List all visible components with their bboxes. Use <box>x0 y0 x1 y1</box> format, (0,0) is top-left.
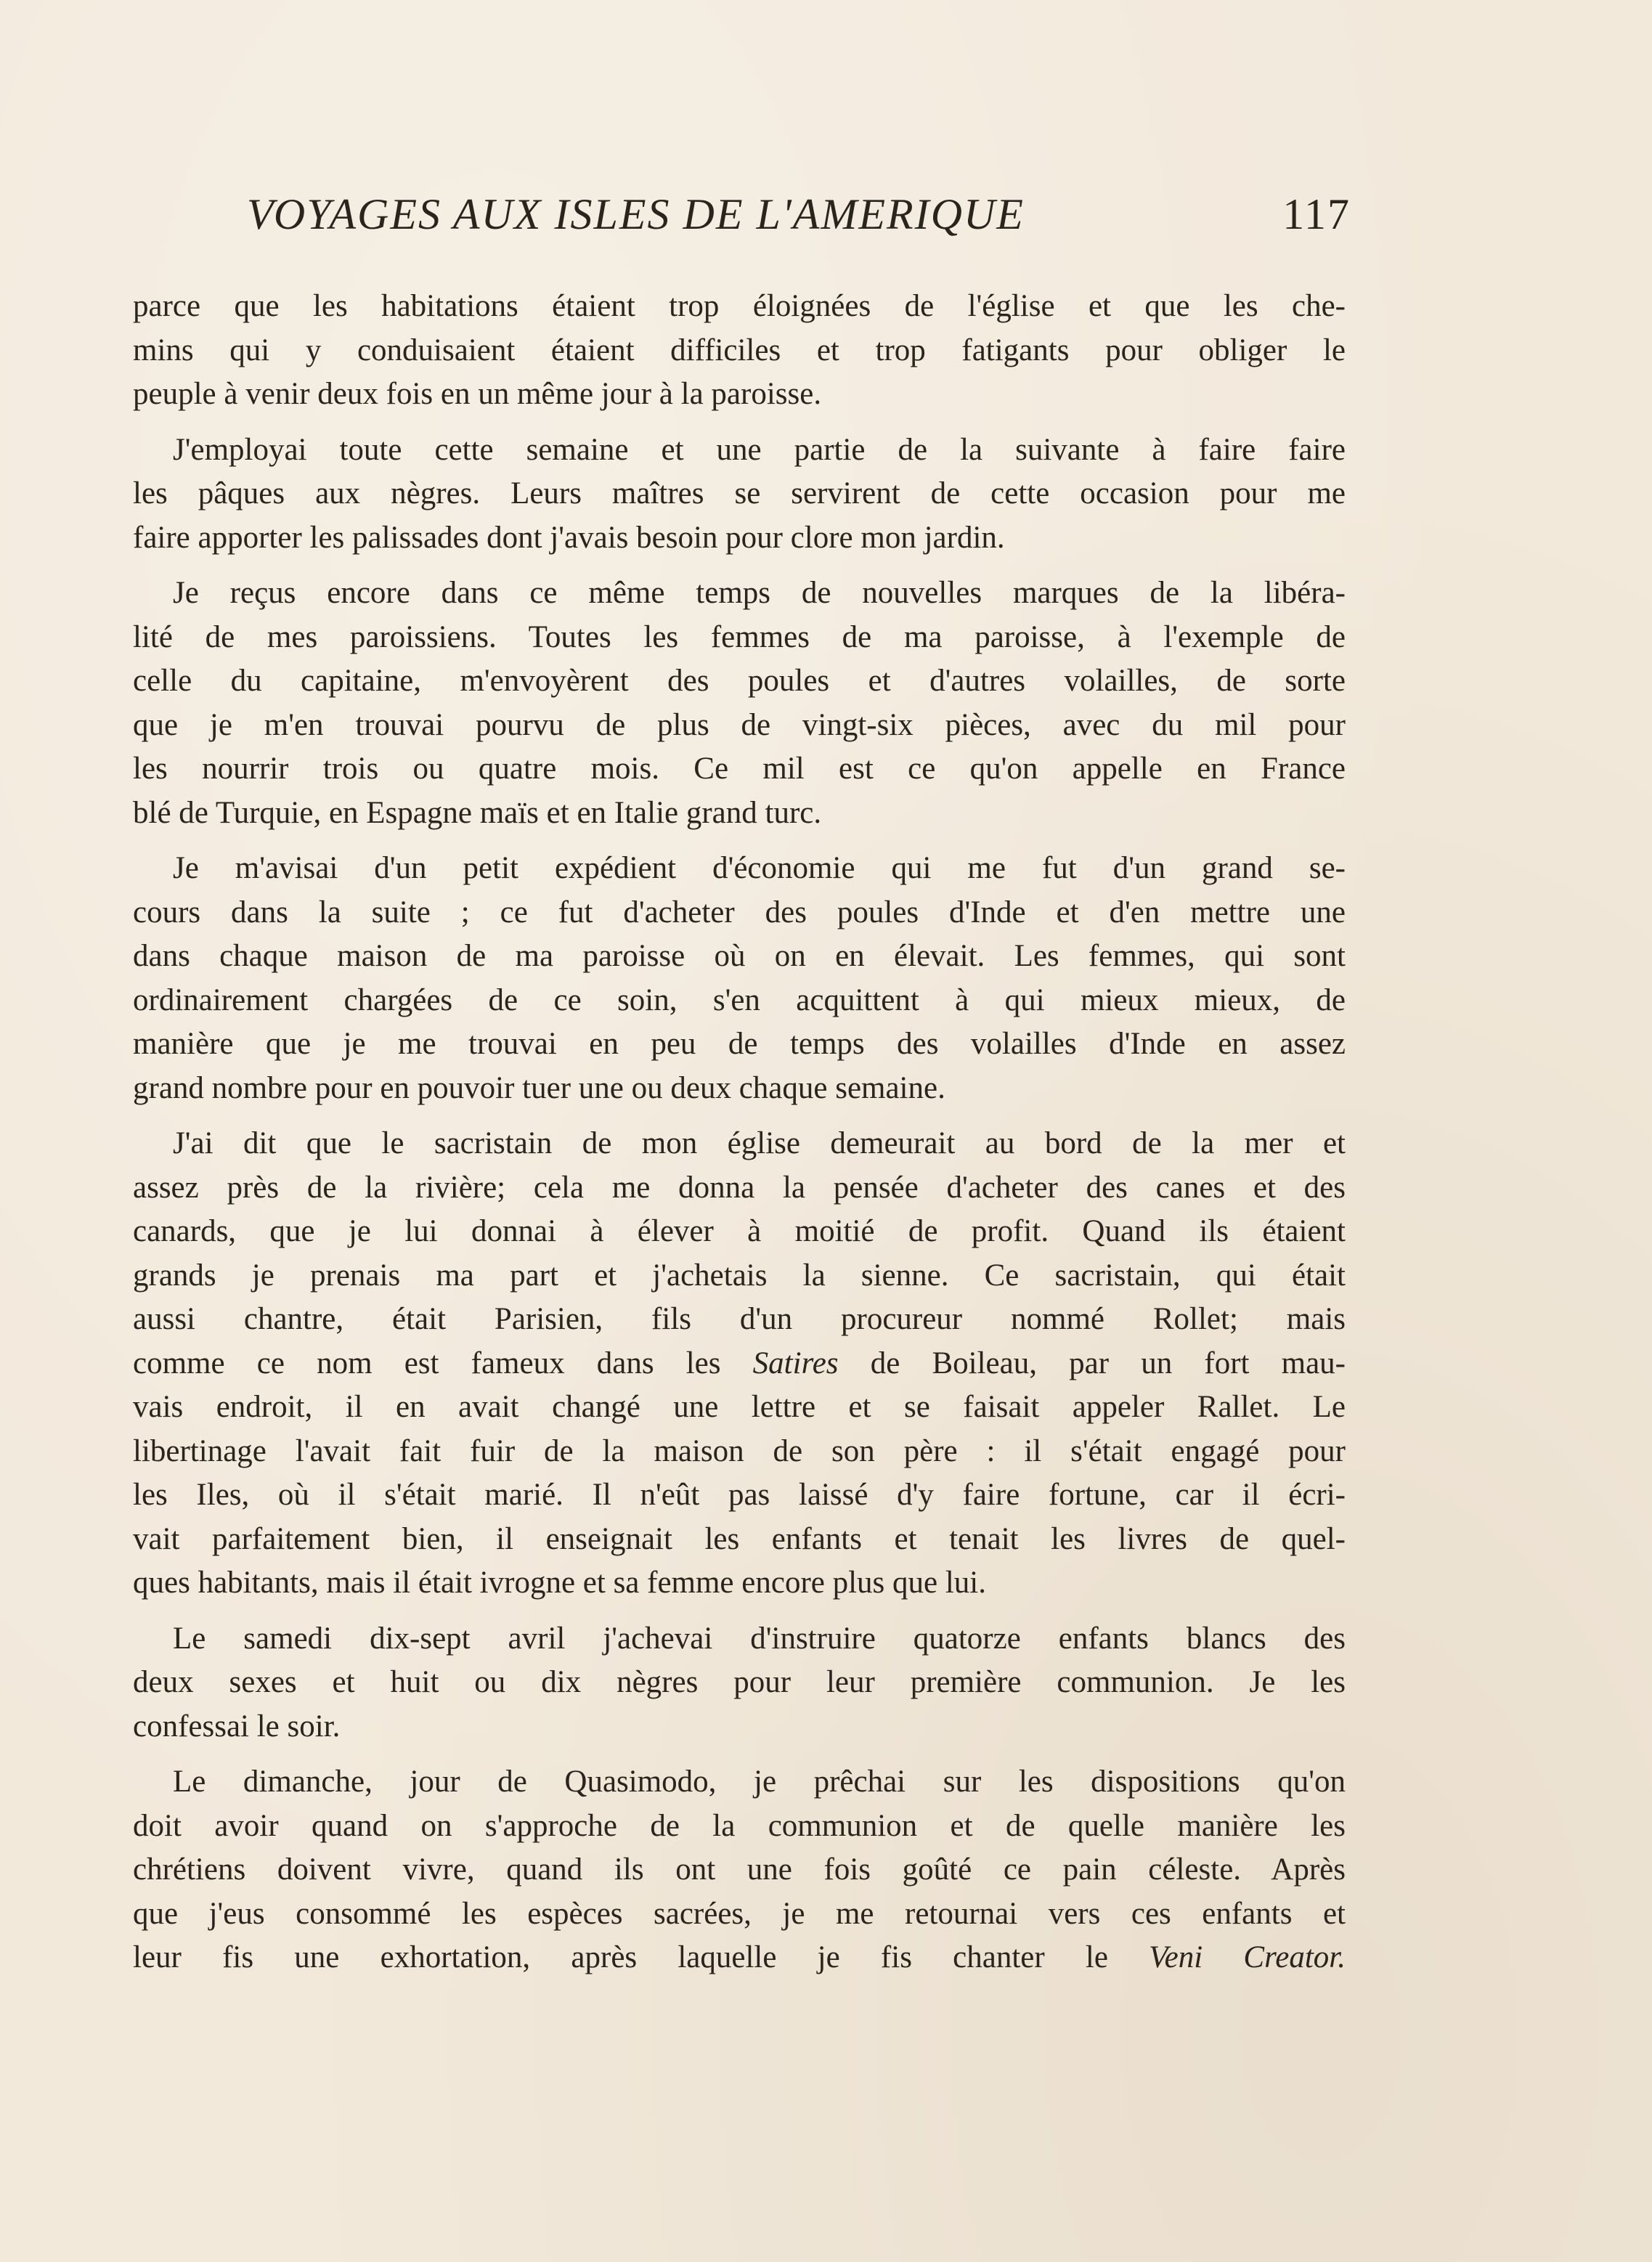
italic-title: Satires <box>752 1346 839 1380</box>
text-line: les nourrir trois ou quatre mois. Ce mil est ce qu'on appelle en France <box>133 752 1346 786</box>
text-segment: de Boileau, par un fort mau- <box>870 1346 1346 1380</box>
paragraph <box>133 1617 1346 1749</box>
paragraph <box>133 428 1346 561</box>
text-line: Le samedi dix-sept avril j'achevai d'instruire quatorze enfants blancs des <box>173 1621 1346 1656</box>
text-line: mins qui y conduisaient étaient difficiles et trop fatigants pour obliger le <box>133 333 1346 367</box>
text-line: libertinage l'avait fait fuir de la maison de son père : il s'était engagé pour <box>133 1433 1346 1468</box>
body-text <box>133 285 1346 1992</box>
text-line: les pâques aux nègres. Leurs maîtres se servirent de cette occasion pour me <box>133 476 1346 510</box>
paragraph <box>133 847 1346 1110</box>
text-line: lité de mes paroissiens. Toutes les femmes de ma paroisse, à l'exemple de <box>133 619 1346 654</box>
text-line: confessai le soir. <box>133 1709 341 1744</box>
text-line: aussi chantre, était Parisien, fils d'un procureur nommé Rollet; mais <box>133 1302 1346 1336</box>
text-line: doit avoir quand on s'approche de la communion et de quelle manière les <box>133 1808 1346 1843</box>
text-line: Je m'avisai d'un petit expédient d'économie qui me fut d'un grand se- <box>173 851 1346 885</box>
text-line: deux sexes et huit ou dix nègres pour leur première communion. Je les <box>133 1665 1346 1699</box>
page-number: 117 <box>1282 190 1351 238</box>
text-line-with-italic <box>133 1936 1346 1980</box>
text-line: manière que je me trouvai en peu de temps des volailles d'Inde en assez <box>133 1027 1346 1061</box>
text-line: canards, que je lui donnai à élever à moitié de profit. Quand ils étaient <box>133 1214 1346 1248</box>
running-title: VOYAGES AUX ISLES DE L'AMERIQUE <box>247 190 1025 238</box>
paragraph <box>133 285 1346 417</box>
running-head <box>131 182 1351 247</box>
text-line: J'ai dit que le sacristain de mon église demeurait au bord de la mer et <box>173 1126 1346 1160</box>
text-line: ordinairement chargées de ce soin, s'en acquittent à qui mieux mieux, de <box>133 982 1346 1017</box>
text-line: les Iles, où il s'était marié. Il n'eût pas laissé d'y faire fortune, car il écri- <box>133 1478 1346 1512</box>
text-line: blé de Turquie, en Espagne maïs et en Italie grand turc. <box>133 795 822 830</box>
italic-title: Veni Creator. <box>1149 1940 1346 1974</box>
text-line: vait parfaitement bien, il enseignait les enfants et tenait les livres de quel- <box>133 1521 1346 1556</box>
text-line: grand nombre pour en pouvoir tuer une ou deux chaque semaine. <box>133 1070 945 1105</box>
text-segment: comme ce nom est fameux dans les <box>133 1346 721 1380</box>
text-line: Je reçus encore dans ce même temps de nouvelles marques de la libéra- <box>173 576 1346 610</box>
text-line: chrétiens doivent vivre, quand ils ont une fois goûté ce pain céleste. Après <box>133 1852 1346 1887</box>
paragraph <box>133 571 1346 835</box>
text-line: J'employai toute cette semaine et une partie de la suivante à faire faire <box>173 432 1346 467</box>
text-segment: leur fis une exhortation, après laquelle je fis chanter le <box>133 1940 1108 1974</box>
text-line: vais endroit, il en avait changé une lettre et se faisait appeler Rallet. Le <box>133 1390 1346 1424</box>
text-line: faire apporter les palissades dont j'avais besoin pour clore mon jardin. <box>133 520 1005 555</box>
text-line: que j'eus consommé les espèces sacrées, je me retournai vers ces enfants et <box>133 1896 1346 1931</box>
text-line: que je m'en trouvai pourvu de plus de vingt-six pièces, avec du mil pour <box>133 707 1346 742</box>
paragraph <box>133 1122 1346 1606</box>
text-line: assez près de la rivière; cela me donna la pensée d'acheter des canes et des <box>133 1170 1346 1205</box>
text-line: cours dans la suite ; ce fut d'acheter des poules d'Inde et d'en mettre une <box>133 895 1346 929</box>
text-line: grands je prenais ma part et j'achetais la sienne. Ce sacristain, qui était <box>133 1258 1346 1293</box>
text-line: Le dimanche, jour de Quasimodo, je prêchai sur les dispositions qu'on <box>173 1765 1346 1799</box>
paragraph <box>133 1760 1346 1980</box>
text-line: dans chaque maison de ma paroisse où on en élevait. Les femmes, qui sont <box>133 939 1346 973</box>
text-line: parce que les habitations étaient trop éloignées de l'église et que les che- <box>133 289 1346 323</box>
text-line: ques habitants, mais il était ivrogne et sa femme encore plus que lui. <box>133 1566 987 1600</box>
text-line: celle du capitaine, m'envoyèrent des poules et d'autres volailles, de sorte <box>133 664 1346 698</box>
text-line: peuple à venir deux fois en un même jour à la paroisse. <box>133 377 822 411</box>
text-line-with-italic <box>133 1342 1346 1386</box>
